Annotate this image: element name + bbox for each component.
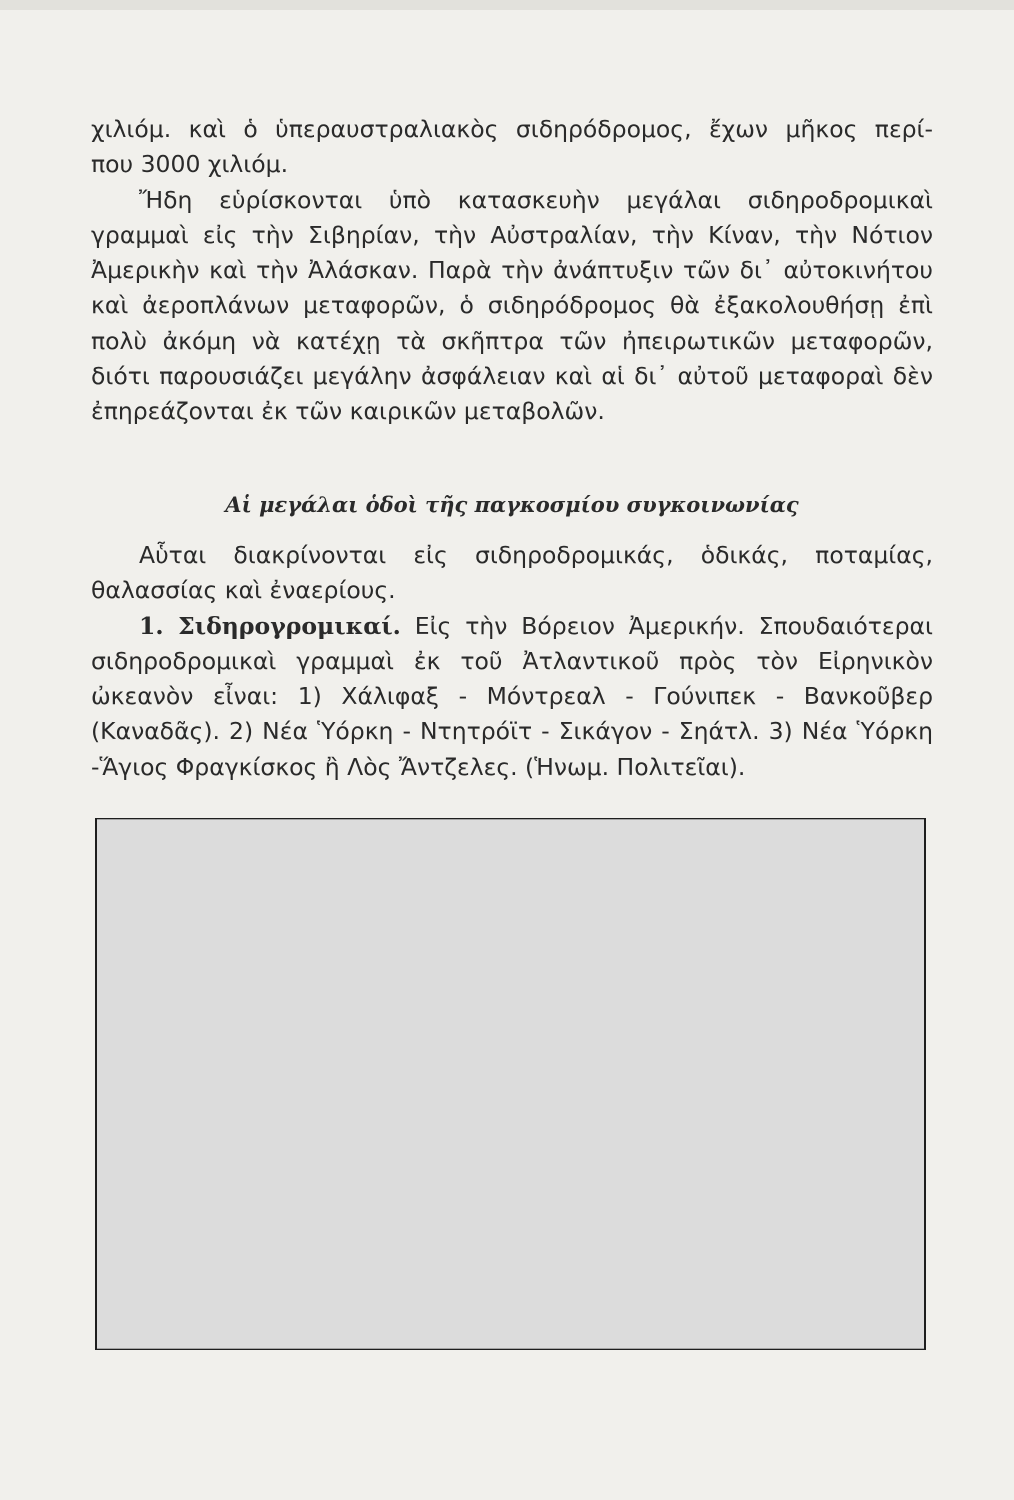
paragraph-4-text: Εἰς τὴν Βόρειον Ἀμερικήν. Σπουδαιότεραι σιδηροδρομικαὶ γραμμαὶ ἐκ τοῦ Ἀτλαντικοῦ πρὸς τὸν Εἰρηνικὸν ὠκεανὸν εἶναι: 1) Χάλιφαξ - Μόντρεαλ - Γούνιπεκ - Βανκοῦβερ (Καναδᾶς). 2) Νέα Ὑόρκη - Ντητρόϊτ - Σικάγον - Σηάτλ. 3) Νέα Ὑόρκη -Ἅγιος Φραγκίσκος ἢ Λὸς Ἄντζελες. (Ἡνωμ. Πολιτεῖαι). [91,611,933,781]
paragraph-2: Ἤδη εὑρίσκονται ὑπὸ κατασκευὴν μεγάλαι σιδηροδρομικαὶ γραμμαὶ εἰς τὴν Σιβηρίαν, τὴν Αὐστραλίαν, τὴν Κίναν, τὴν Νότιον Ἀμερικὴν καὶ τὴν Ἀλάσκαν. Παρὰ τὴν ἀνάπτυξιν τῶν δι᾽ αὐτοκινήτου καὶ ἀεροπλάνων μεταφορῶν, ὁ σιδηρόδρομος θὰ ἐξακολουθήσῃ ἐπὶ πολὺ ἀκόμη νὰ κατέχῃ τὰ σκῆπτρα τῶν ἠπειρωτικῶν μεταφορῶν, διότι παρουσιάζει μεγάλην ἀσφάλειαν καὶ αἱ δι᾽ αὐτοῦ μεταφοραὶ δὲν ἐπηρεάζονται ἐκ τῶν καιρικῶν μεταβολῶν. [91,185,933,426]
railroad-map [95,818,926,1350]
page-top-edge [0,0,1014,10]
map-frame [96,819,925,1350]
paragraph-3: Αὗται διακρίνονται εἰς σιδηροδρομικάς, ὁδικάς, ποταμίας, θαλασσίας καὶ ἐναερίους. [91,541,933,605]
paragraph-4-title: 1. Σιδηρογρομικαί. [139,611,401,640]
paragraph-1-line-1: χιλιόμ. καὶ ὁ ὑπεραυστραλιακὸς σιδηρόδρομος, ἔχων μῆκος περί- [91,115,933,143]
paragraph-1-line-2: που 3000 χιλιόμ. [91,150,289,179]
body-text [91,112,933,430]
section-heading: Αἱ μεγάλαι ὁδοὶ τῆς παγκοσμίου συγκοινωνίας [225,492,799,517]
paragraph-4 [91,609,933,785]
section-text [91,538,933,785]
